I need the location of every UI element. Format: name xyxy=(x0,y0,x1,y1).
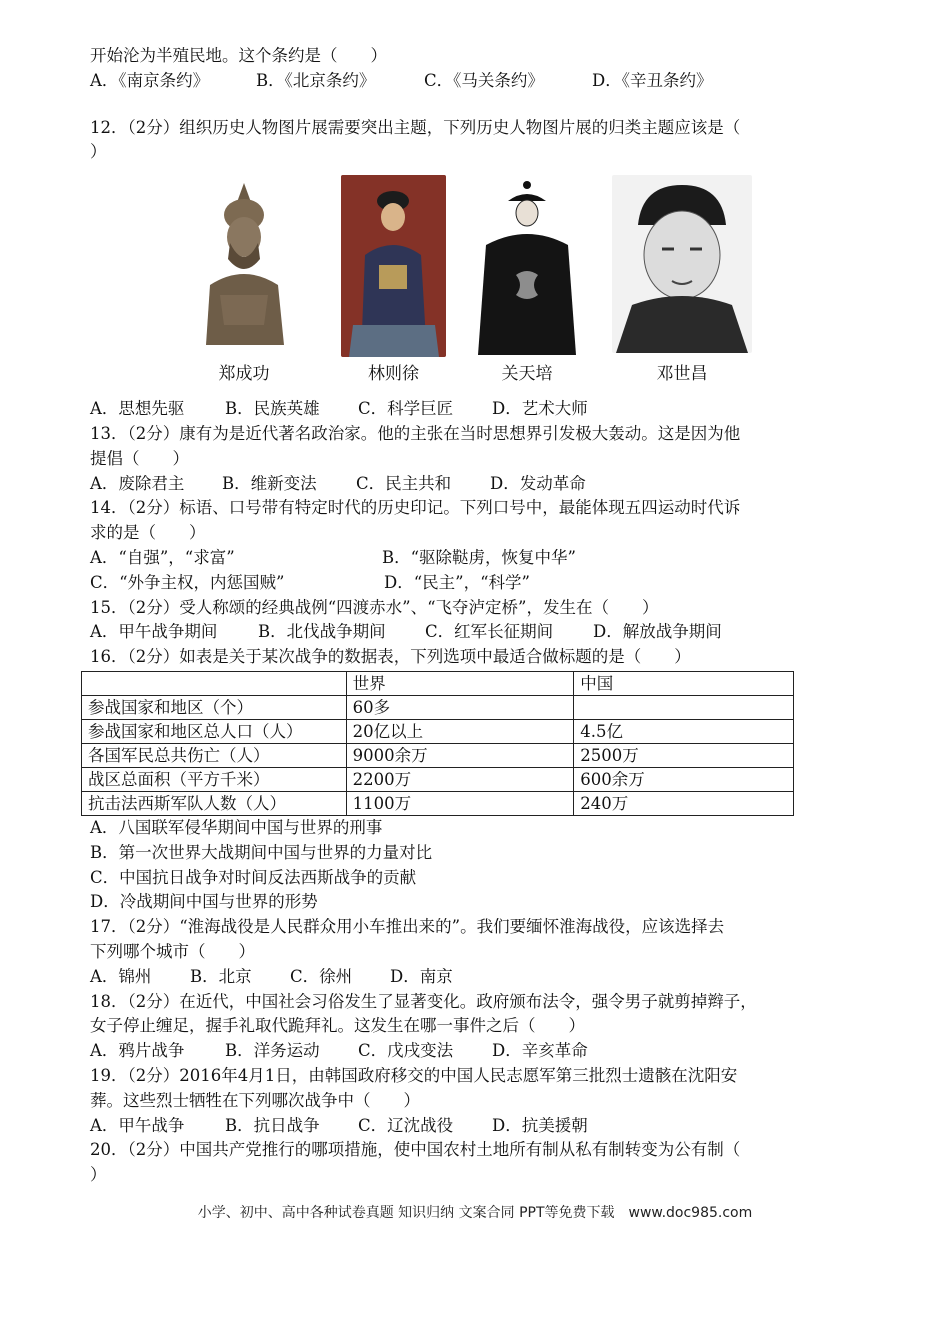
figure-caption: 林则徐 xyxy=(368,364,419,385)
table-cell: 4.5亿 xyxy=(574,719,794,743)
q17-option-c: C．徐州 xyxy=(290,966,353,986)
q11-option-b: B．《北京条约》 xyxy=(256,70,376,90)
q12-options xyxy=(90,397,870,422)
table-cell: 600余万 xyxy=(574,767,794,791)
table-cell: 240万 xyxy=(574,791,794,815)
table-cell: 参战国家和地区总人口（人） xyxy=(82,719,347,743)
q11-options xyxy=(90,69,870,94)
page-footer: 小学、初中、高中各种试卷真题 知识归纳 文案合同 PPT等免费下载 www.doc985.com xyxy=(197,1205,753,1221)
q15-options xyxy=(90,620,870,645)
table-row xyxy=(82,767,794,791)
table-header-cell xyxy=(82,671,347,695)
figure-deng-shichang xyxy=(612,175,752,385)
q18-option-c: C．戊戌变法 xyxy=(358,1041,454,1061)
q19-option-a: A．甲午战争 xyxy=(90,1115,185,1135)
painted-portrait-image xyxy=(341,175,446,357)
q18-option-d: D．辛亥革命 xyxy=(492,1041,588,1061)
table-row xyxy=(82,695,794,719)
q14-option-c: C．“外争主权，内惩国贼” xyxy=(90,572,285,592)
ink-portrait-image xyxy=(472,175,582,355)
q15-option-a: A．甲午战争期间 xyxy=(90,622,218,642)
q16-option-c: C．中国抗日战争对时间反法西斯战争的贡献 xyxy=(90,867,417,887)
q16-option-b: B．第一次世界大战期间中国与世界的力量对比 xyxy=(90,842,433,862)
q18-stem-line1: 18．（2分）在近代，中国社会习俗发生了显著变化。政府颁布法令，强令男子就剪掉辫子， xyxy=(90,991,757,1011)
q19-stem-line2: 葬。这些烈士牺牲在下列哪次战争中（ ） xyxy=(90,1090,420,1110)
q16-option-a: A．八国联军侵华期间中国与世界的刑事 xyxy=(90,817,383,837)
q14-option-d: D．“民主”，“科学” xyxy=(384,572,530,592)
q14-stem-line1: 14．（2分）标语、口号带有特定时代的历史印记。下列口号中，最能体现五四运动时代诉 xyxy=(90,498,741,518)
q14-option-a: A．“自强”，“求富” xyxy=(90,547,235,567)
q15-stem: 15．（2分）受人称颂的经典战例“四渡赤水”、“飞夺泸定桥”，发生在（ ） xyxy=(90,597,659,617)
q15-option-d: D．解放战争期间 xyxy=(593,622,722,642)
q13-options xyxy=(90,472,870,497)
figure-caption: 郑成功 xyxy=(218,364,270,385)
photo-portrait-image xyxy=(612,175,752,353)
q12-option-a: A．思想先驱 xyxy=(90,399,185,419)
q17-option-d: D．南京 xyxy=(390,966,453,986)
table-row xyxy=(82,791,794,815)
table-cell: 60多 xyxy=(346,695,574,719)
q14-options-cd xyxy=(90,571,870,596)
figure-zheng-chenggong xyxy=(200,175,288,385)
table-row xyxy=(82,743,794,767)
q12-stem-line2: ） xyxy=(90,142,107,162)
q18-option-b: B．洋务运动 xyxy=(225,1041,320,1061)
q14-options-ab xyxy=(90,546,870,571)
exam-page xyxy=(90,44,870,1188)
q17-option-b: B．北京 xyxy=(190,966,252,986)
q13-option-d: D．发动革命 xyxy=(490,473,586,493)
q11-stem: 开始沦为半殖民地。这个条约是（ ） xyxy=(90,46,387,65)
table-cell: 20亿以上 xyxy=(346,719,574,743)
q17-options xyxy=(90,965,870,990)
q19-option-c: C．辽沈战役 xyxy=(358,1115,454,1135)
q18-options xyxy=(90,1039,870,1064)
table-header-row xyxy=(82,671,794,695)
table-row xyxy=(82,719,794,743)
q17-stem-line2: 下列哪个城市（ ） xyxy=(90,941,255,961)
table-cell xyxy=(574,695,794,719)
q16-data-table xyxy=(81,671,794,816)
q13-option-a: A．废除君主 xyxy=(90,473,185,493)
q12-stem-line1: 12．（2分）组织历史人物图片展需要突出主题，下列历史人物图片展的归类主题应该是（ xyxy=(90,117,741,137)
table-cell: 2200万 xyxy=(346,767,574,791)
q12-option-c: C．科学巨匠 xyxy=(358,399,454,419)
q13-stem-line2: 提倡（ ） xyxy=(90,448,189,468)
figure-guan-tianpei xyxy=(472,175,582,385)
q16-option-d: D．冷战期间中国与世界的形势 xyxy=(90,892,318,912)
q15-option-c: C．红军长征期间 xyxy=(425,622,554,642)
table-cell: 2500万 xyxy=(574,743,794,767)
table-header-cell: 中国 xyxy=(574,671,794,695)
q14-stem-line2: 求的是（ ） xyxy=(90,523,206,543)
q18-option-a: A．鸦片战争 xyxy=(90,1041,185,1061)
q13-option-b: B．维新变法 xyxy=(222,473,317,493)
statue-portrait-image xyxy=(200,175,288,345)
q19-options xyxy=(90,1114,870,1139)
q17-stem-line1: 17．（2分）“淮海战役是人民群众用小车推出来的”。我们要缅怀淮海战役，应该选择去 xyxy=(90,917,725,937)
q11-option-a: A．《南京条约》 xyxy=(90,70,210,90)
q14-option-b: B．“驱除鞑虏，恢复中华” xyxy=(382,547,576,567)
q13-option-c: C．民主共和 xyxy=(356,473,452,493)
q18-stem-line2: 女子停止缠足，握手礼取代跪拜礼。这发生在哪一事件之后（ ） xyxy=(90,1016,585,1036)
q11-option-c: C．《马关条约》 xyxy=(424,70,544,90)
table-cell: 1100万 xyxy=(346,791,574,815)
table-cell: 9000余万 xyxy=(346,743,574,767)
figure-lin-zexu xyxy=(341,175,446,385)
q16-stem: 16．（2分）如表是关于某次战争的数据表，下列选项中最适合做标题的是（ ） xyxy=(90,647,691,667)
figure-caption: 关天培 xyxy=(501,364,553,385)
q13-stem-line1: 13．（2分）康有为是近代著名政治家。他的主张在当时思想界引发极大轰动。这是因为他 xyxy=(90,423,741,443)
q20-stem-line1: 20．（2分）中国共产党推行的哪项措施，使中国农村土地所有制从私有制转变为公有制（ xyxy=(90,1140,741,1160)
q19-stem-line1: 19．（2分）2016年4月1日，由韩国政府移交的中国人民志愿军第三批烈士遗骸在沈阳安 xyxy=(90,1065,738,1085)
q11-option-d: D．《辛丑条约》 xyxy=(592,70,713,90)
q15-option-b: B．北伐战争期间 xyxy=(258,622,386,642)
table-cell: 各国军民总共伤亡（人） xyxy=(82,743,347,767)
table-cell: 抗击法西斯军队人数（人） xyxy=(82,791,347,815)
figure-caption: 邓世昌 xyxy=(656,364,708,385)
q19-option-b: B．抗日战争 xyxy=(225,1115,320,1135)
q20-stem-line2: ） xyxy=(90,1165,107,1185)
table-cell: 战区总面积（平方千米） xyxy=(82,767,347,791)
table-header-cell: 世界 xyxy=(346,671,574,695)
q19-option-d: D．抗美援朝 xyxy=(492,1115,588,1135)
q12-option-b: B．民族英雄 xyxy=(225,399,320,419)
q12-option-d: D．艺术大师 xyxy=(492,399,588,419)
table-cell: 参战国家和地区（个） xyxy=(82,695,347,719)
q17-option-a: A．锦州 xyxy=(90,966,152,986)
q12-figure-row xyxy=(90,175,870,397)
